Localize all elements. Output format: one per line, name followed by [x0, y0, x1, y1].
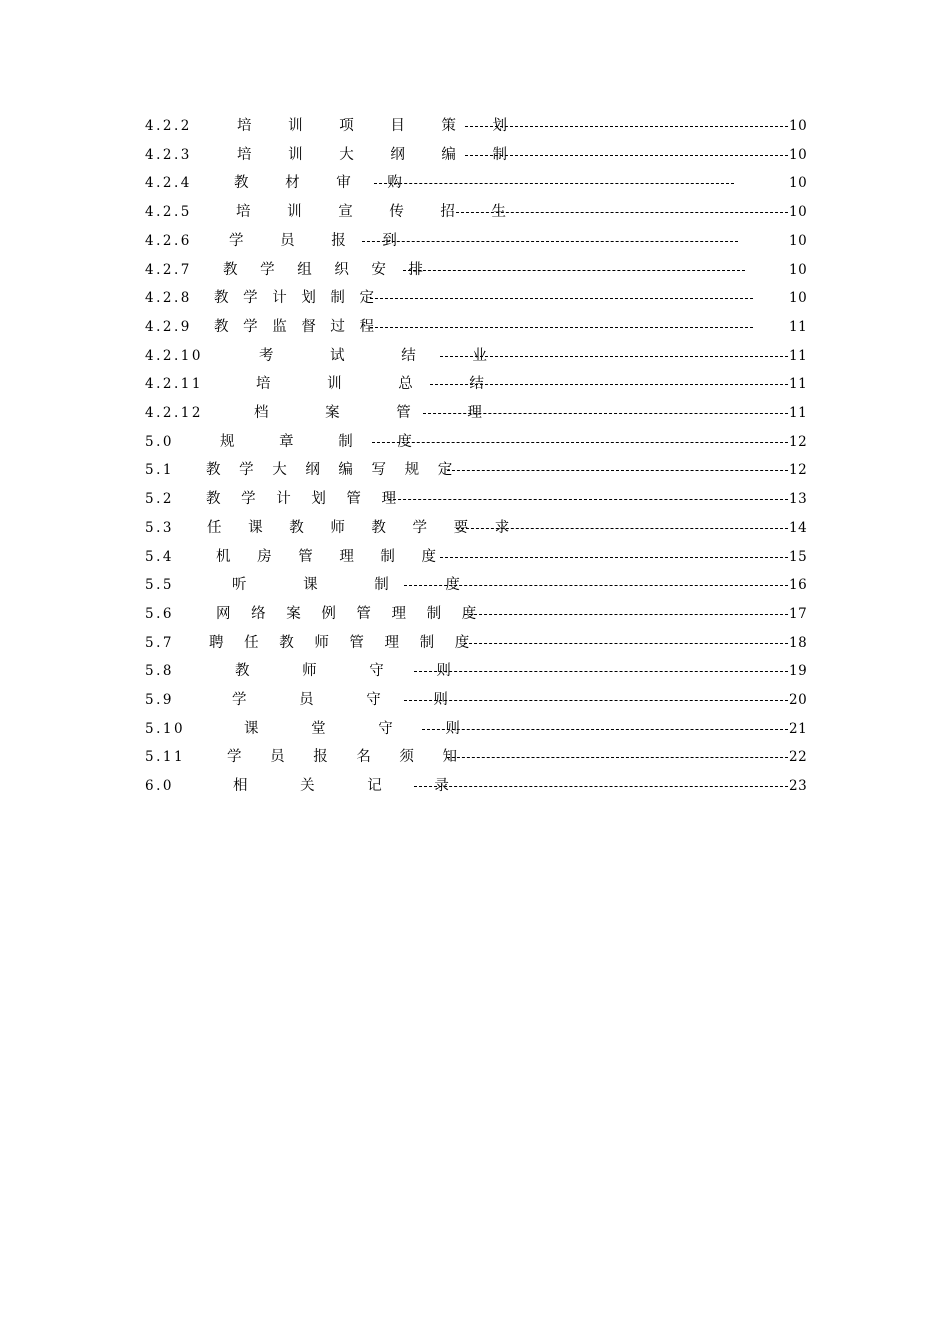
toc-entry-title: 教 师 守 则: [235, 663, 475, 679]
toc-entry-number: 5.1: [145, 462, 174, 478]
toc-entry-page-number: 17: [789, 606, 808, 622]
toc-entry-title: 考 试 结 业: [259, 348, 513, 364]
toc-entry: [0, 231, 950, 251]
toc-leader-line: [447, 470, 788, 471]
toc-entry-number: 5.9: [145, 692, 174, 708]
toc-entry-title: 教 学 计 划 管 理: [206, 491, 405, 507]
toc-entry-number: 6.0: [145, 778, 174, 794]
toc-entry-number: 4.2.2: [145, 118, 192, 134]
toc-entry-number: 4.2.11: [145, 376, 203, 392]
toc-entry-page-number: 11: [789, 348, 808, 364]
toc-entry-page-number: 11: [789, 405, 808, 421]
toc-leader-line: [404, 585, 788, 586]
toc-entry-title: 规 章 制 度: [220, 434, 432, 450]
toc-entry-number: 4.2.9: [145, 319, 192, 335]
toc-entry-title: 档 案 管 理: [254, 405, 508, 421]
toc-entry-title: 培 训 项 目 策 划: [237, 118, 524, 134]
toc-entry-number: 4.2.6: [145, 233, 192, 249]
toc-leader-line: [447, 757, 788, 758]
toc-entry-page-number: 11: [789, 376, 808, 392]
toc-entry-page-number: 10: [789, 175, 808, 191]
toc-entry-title: 培 训 宣 传 招 生: [236, 204, 523, 220]
toc-entry: [0, 489, 950, 509]
toc-entry-number: 4.2.8: [145, 290, 192, 306]
toc-leader-line: [464, 643, 788, 644]
toc-entry: [0, 575, 950, 595]
toc-entry: [0, 432, 950, 452]
toc-leader-line: [464, 614, 788, 615]
toc-leader-line: [423, 413, 788, 414]
toc-entry: [0, 403, 950, 423]
toc-entry: [0, 460, 950, 480]
toc-leader-line: [404, 700, 788, 701]
toc-entry-page-number: 15: [789, 549, 808, 565]
toc-entry-number: 4.2.12: [145, 405, 203, 421]
toc-entry-number: 4.2.7: [145, 262, 192, 278]
toc-entry-number: 5.11: [145, 749, 186, 765]
toc-entry: [0, 719, 950, 739]
toc-entry-title: 培 训 大 纲 编 制: [237, 147, 524, 163]
toc-entry-number: 5.5: [145, 577, 174, 593]
toc-leader-line: [414, 671, 788, 672]
toc-entry-page-number: 10: [789, 147, 808, 163]
toc-entry-number: 5.8: [145, 663, 174, 679]
toc-entry-page-number: 12: [789, 434, 808, 450]
toc-entry-page-number: 16: [789, 577, 808, 593]
toc-leader-line: [370, 327, 753, 328]
toc-entry-title: 网 络 案 例 管 理 制 度: [216, 606, 485, 622]
toc-entry-page-number: 20: [789, 692, 808, 708]
toc-entry-page-number: 10: [789, 233, 808, 249]
toc-leader-line: [362, 241, 738, 242]
toc-entry: [0, 633, 950, 653]
toc-entry-page-number: 14: [789, 520, 808, 536]
toc-leader-line: [414, 786, 788, 787]
toc-entry: [0, 173, 950, 193]
toc-leader-line: [430, 384, 788, 385]
toc-entry: [0, 317, 950, 337]
toc-entry-title: 教 学 监 督 过 程: [214, 319, 380, 335]
toc-entry-page-number: 19: [789, 663, 808, 679]
toc-leader-line: [403, 270, 745, 271]
toc-entry-page-number: 10: [789, 262, 808, 278]
toc-entry-number: 4.2.4: [145, 175, 192, 191]
toc-entry-number: 5.2: [145, 491, 174, 507]
toc-entry: [0, 288, 950, 308]
toc-entry-title: 培 训 总 结: [256, 376, 510, 392]
toc-leader-line: [388, 499, 788, 500]
toc-entry-title: 听 课 制 度: [232, 577, 486, 593]
toc-leader-line: [440, 356, 788, 357]
toc-leader-line: [370, 298, 753, 299]
toc-entry-title: 相 关 记 录: [233, 778, 473, 794]
toc-entry-page-number: 12: [789, 462, 808, 478]
toc-entry-title: 任 课 教 师 教 学 要 求: [207, 520, 521, 536]
toc-entry-number: 5.4: [145, 549, 174, 565]
toc-entry: [0, 547, 950, 567]
toc-entry: [0, 145, 950, 165]
toc-leader-line: [456, 528, 788, 529]
toc-entry: [0, 116, 950, 136]
toc-entry: [0, 604, 950, 624]
toc-entry-page-number: 21: [789, 721, 808, 737]
toc-entry: [0, 346, 950, 366]
toc-leader-line: [422, 729, 788, 730]
toc-entry-title: 教 材 审 购: [234, 175, 418, 191]
toc-entry: [0, 518, 950, 538]
toc-entry-title: 教 学 大 纲 编 写 规 定: [206, 462, 460, 478]
toc-entry-number: 4.2.10: [145, 348, 203, 364]
toc-entry-title: 教 学 组 织 安 排: [223, 262, 433, 278]
toc-entry-number: 5.10: [145, 721, 186, 737]
toc-entry-title: 学 员 守 则: [232, 692, 472, 708]
toc-entry-page-number: 23: [789, 778, 808, 794]
toc-entry-page-number: 10: [789, 290, 808, 306]
toc-entry-title: 聘 任 教 师 管 理 制 度: [209, 635, 478, 651]
toc-entry-page-number: 22: [789, 749, 808, 765]
toc-leader-line: [372, 442, 788, 443]
toc-leader-line: [374, 183, 734, 184]
toc-entry-page-number: 10: [789, 204, 808, 220]
toc-entry-page-number: 18: [789, 635, 808, 651]
toc-entry-number: 5.3: [145, 520, 174, 536]
toc-entry-number: 5.7: [145, 635, 174, 651]
toc-entry-page-number: 10: [789, 118, 808, 134]
toc-entry-page-number: 11: [789, 319, 808, 335]
toc-leader-line: [440, 557, 788, 558]
toc-entry: [0, 661, 950, 681]
toc-entry-title: 教 学 计 划 制 定: [214, 290, 380, 306]
toc-leader-line: [465, 126, 788, 127]
toc-entry-title: 学 员 报 名 须 知: [227, 749, 470, 765]
toc-entry: [0, 260, 950, 280]
toc-leader-line: [465, 155, 788, 156]
toc-entry: [0, 690, 950, 710]
toc-entry-number: 4.2.5: [145, 204, 192, 220]
toc-entry: [0, 747, 950, 767]
toc-entry-number: 4.2.3: [145, 147, 192, 163]
toc-leader-line: [456, 212, 788, 213]
toc-entry-number: 5.6: [145, 606, 174, 622]
toc-entry: [0, 374, 950, 394]
toc-entry-number: 5.0: [145, 434, 174, 450]
toc-entry-title: 学 员 报 到: [229, 233, 413, 249]
toc-entry-page-number: 13: [789, 491, 808, 507]
toc-entry: [0, 776, 950, 796]
toc-entry-title: 课 堂 守 则: [244, 721, 484, 737]
toc-entry: [0, 202, 950, 222]
toc-entry-title: 机 房 管 理 制 度: [216, 549, 448, 565]
